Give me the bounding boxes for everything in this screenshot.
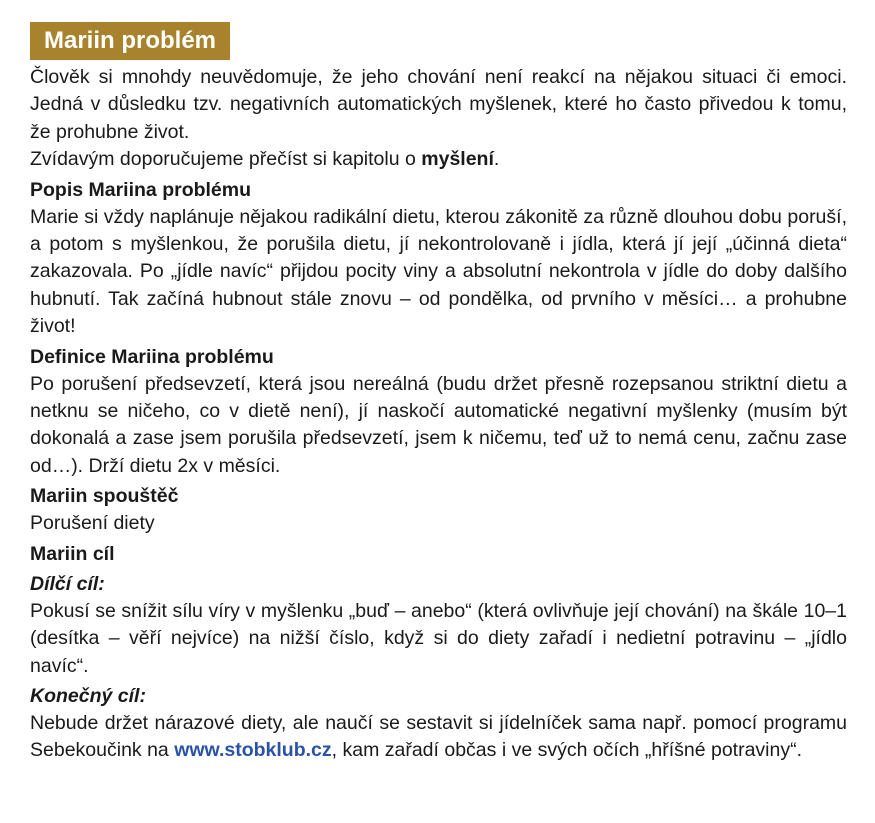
recommendation-text: Zvídavým doporučujeme přečíst si kapitolu o	[30, 148, 422, 171]
intro-paragraph: Člověk si mnohdy neuvědomuje, že jeho chování není reakcí na nějakou situaci či emoci. Jedná v důsledku tzv. negativních automatických myšlenek, které ho často přivedou k tomu, že prohubne život.	[30, 66, 847, 143]
stobklub-link[interactable]: www.stobklub.cz	[174, 739, 332, 762]
definice-heading: Definice Mariina problému	[30, 345, 274, 368]
konecny-cil-paragraph	[30, 710, 847, 765]
konecny-cil-end: , kam zařadí občas i ve svých očích „hříšné potraviny“.	[331, 739, 803, 762]
recommendation-bold-word: myšlení	[421, 148, 494, 171]
cil-heading: Mariin cíl	[30, 542, 115, 565]
dilci-cil-heading: Dílčí cíl:	[30, 572, 105, 595]
popis-heading: Popis Mariina problému	[30, 178, 252, 201]
konecny-cil-heading: Konečný cíl:	[30, 684, 146, 707]
intro-recommendation	[30, 146, 847, 173]
dilci-cil-paragraph: Pokusí se snížit sílu víry v myšlenku „buď – anebo“ (která ovlivňuje její chování) na škále 10–1 (desítka – věří nejvíce) na nižší číslo, když si do diety zařadí i nedietní potravinu – „jídlo navíc“.	[30, 599, 847, 677]
popis-paragraph: Marie si vždy naplánuje nějakou radikální dietu, kterou zákonitě za různě dlouhou dobu poruší, a potom s myšlenkou, že porušila dietu, jí nekontrolovaně i jídla, která jí její „účinná dieta“ zakazovala. Po „jídle navíc“ přijdou pocity viny a absolutní nekontrola v jídle do doby dalšího hubnutí. Tak začíná hubnout stále znovu – od pondělka, od prvního v měsíci… a prohubne život!	[30, 205, 847, 338]
recommendation-end: .	[493, 148, 500, 171]
konecny-cil-text: Nebude držet nárazové diety, ale naučí se sestavit si jídelníček sama např. pomocí programu Sebekoučink na	[30, 711, 847, 762]
spoustec-paragraph: Porušení diety	[30, 512, 155, 535]
section-title: Mariin problém	[30, 22, 230, 60]
spoustec-heading: Mariin spouštěč	[30, 485, 179, 508]
definice-paragraph: Po porušení předsevzetí, která jsou nereálná (budu držet přesně rozepsanou striktní dietu a netknu se ničeho, co v dietě není), jí naskočí automatické negativní myšlenky (musím být dokonalá a zase jsem porušila předsevzetí, jsem k ničemu, teď už to nemá cenu, začnu zase od…). Drží dietu 2x v měsíci.	[30, 372, 847, 477]
